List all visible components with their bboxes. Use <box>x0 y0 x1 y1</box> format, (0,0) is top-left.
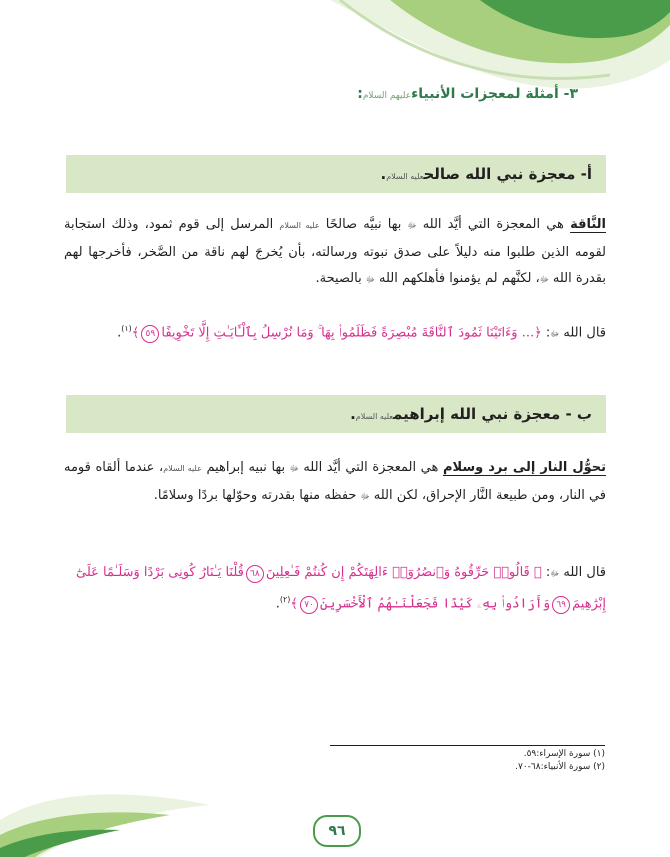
footer-decoration <box>0 780 210 857</box>
quote-end: . <box>117 325 122 341</box>
honorific-mark: عليهم السلام <box>362 91 412 101</box>
text-run: بها نبيه إبراهيم <box>201 460 290 475</box>
honorific-mark: ﷻ <box>539 275 549 284</box>
verse-text: قُلْنَا يَـٰنَارُ كُونِى بَرْدًا وَسَلَـٰمًا عَلَىٰٓ إِبْرَٰهِيمَ <box>76 565 606 612</box>
quote-lead: قال الله <box>559 565 606 580</box>
heading-colon: : <box>357 86 363 102</box>
footnote-ref: (١) <box>121 324 132 333</box>
subsection-a-title <box>381 155 593 196</box>
ayah-number: ٧٠ <box>300 596 318 614</box>
verse-open-bracket: ﴿ <box>529 565 542 580</box>
subsection-b-title-text: ب - معجزة نبي الله إبراهيم <box>393 405 592 423</box>
text-run: ، عندما ألقاه قومه في النار، ومن طبيعة النَّار الإحراق، لكن الله <box>64 460 606 503</box>
text-run: المرسل إلى قوم ثمود، وذلك استجابة لقومه الذين طلبوا منه دليلاً على صدق نبوته ورسالته، بأن يُخرجَ لهم ناقة من الصَّخر، فأخرجها لهم بقدرة الله <box>64 217 606 286</box>
page-number: ٩٦ <box>313 815 361 847</box>
key-term: تحوُّل النار إلى برد وسلام <box>442 460 607 475</box>
quran-quote-a <box>64 316 606 347</box>
subsection-b-band <box>66 395 606 433</box>
honorific-mark: ﷻ <box>365 275 375 284</box>
subsection-a-band <box>66 155 606 193</box>
quran-quote-b <box>64 560 606 617</box>
quote-end: . <box>275 596 280 612</box>
ayah-number: ٦٩ <box>552 596 570 614</box>
paragraph-b <box>64 455 606 510</box>
section-heading <box>98 86 578 102</box>
title-end: . <box>380 165 387 183</box>
footnote-2: (٢) سورة الأنبياء:٦٨-٧٠. <box>515 762 605 772</box>
text-run: حفظه منها بقدرته وحوّلها بردًا وسلامًا. <box>153 487 361 503</box>
honorific-mark: ﷻ <box>550 569 560 578</box>
honorific-mark: عليه السلام <box>355 412 394 421</box>
text-run: ، لكنَّهم لم يؤمنوا فأهلكهم الله <box>374 271 540 286</box>
quote-lead-colon: : <box>541 565 551 580</box>
verse-text: وَأَرَادُوا۟ بِهِۦ كَيْدًا فَجَعَلْنَـٰهُمُ ٱلْأَخْسَرِينَ <box>320 596 551 612</box>
quote-lead: قال الله <box>559 325 606 341</box>
honorific-mark: عليه السلام <box>163 464 202 473</box>
text-run: بالصيحة. <box>315 271 366 286</box>
verse-text: قَالُوا۟ حَرِّقُوهُ وَٱنصُرُوٓا۟ ءَالِهَتَكُمْ إِن كُنتُمْ فَـٰعِلِينَ <box>265 565 530 580</box>
footnote-divider <box>330 745 605 746</box>
text-run: هي المعجزة التي أيَّد الله <box>416 217 571 232</box>
ayah-number: ٥٩ <box>141 325 159 343</box>
verse-text: وَءَاتَيْنَا ثَمُودَ ٱلنَّاقَةَ مُبْصِرَةً فَظَلَمُوا۟ بِهَا ۚ وَمَا نُرْسِلُ بِٱلْـَٔايَـٰتِ إِلَّا تَخْوِيفًا <box>161 325 518 341</box>
text-run: بها نبيَّه صالحًا <box>319 217 408 232</box>
title-end: . <box>350 405 356 423</box>
section-heading-text: ٣- أمثلة لمعجزات الأنبياء <box>411 86 578 102</box>
honorific-mark: ﷻ <box>360 491 370 501</box>
footnote-ref: (٢) <box>279 595 291 604</box>
subsection-b-title <box>350 395 592 436</box>
honorific-mark: عليه السلام <box>386 172 424 181</box>
header-decoration <box>330 0 670 95</box>
subsection-a-title-text: أ- معجزة نبي الله صالح <box>423 165 592 183</box>
honorific-mark: ﷻ <box>407 221 417 230</box>
verse-close-bracket: ﴾ <box>131 325 140 341</box>
key-term: النَّاقة <box>570 217 606 232</box>
verse-open-bracket: ﴿... <box>517 325 542 341</box>
honorific-mark: عليه السلام <box>279 221 320 230</box>
ayah-number: ٦٨ <box>246 565 264 583</box>
verse-close-bracket: ﴾ <box>290 596 299 612</box>
quote-lead-colon: : <box>541 325 551 341</box>
footnote-1: (١) سورة الإسراء:٥٩. <box>523 749 605 759</box>
text-run: هي المعجزة التي أيَّد الله <box>298 460 443 475</box>
honorific-mark: ﷻ <box>550 329 560 339</box>
paragraph-a <box>64 212 606 294</box>
honorific-mark: ﷻ <box>289 464 299 473</box>
